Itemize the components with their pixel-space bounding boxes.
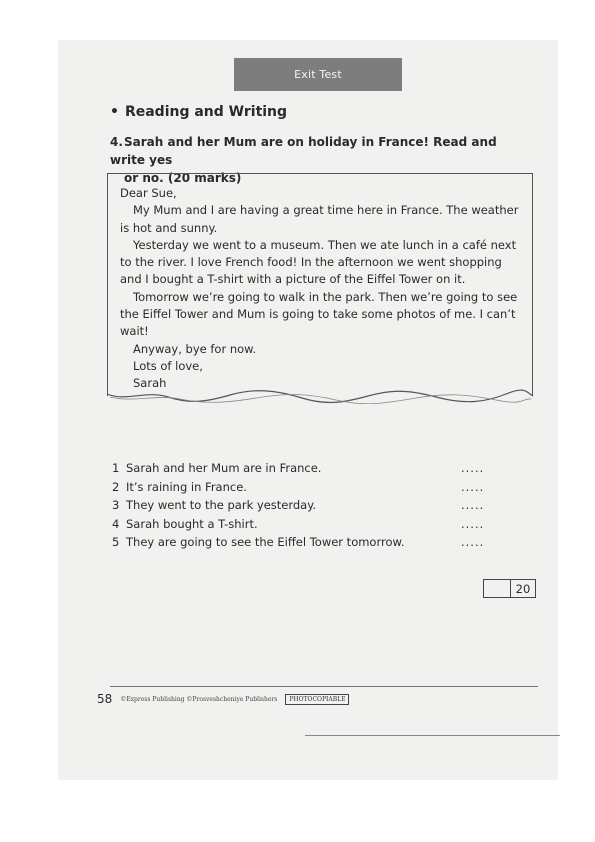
letter-line: Yesterday we went to a museum. Then we ate lunch in a café next bbox=[133, 237, 517, 252]
page-number: 58 bbox=[97, 692, 113, 706]
answer-blank[interactable]: ..... bbox=[461, 535, 485, 550]
score-total: 20 bbox=[511, 579, 536, 598]
letter-line: Anyway, bye for now. bbox=[133, 341, 257, 356]
question-text: Sarah bought a T-shirt. bbox=[126, 516, 258, 531]
page-edge-line bbox=[305, 735, 560, 736]
question-text: It’s raining in France. bbox=[126, 479, 247, 494]
question-number: 2 bbox=[112, 479, 120, 494]
question-number: 4 bbox=[112, 516, 120, 531]
answer-blank[interactable]: ..... bbox=[461, 498, 485, 513]
question-row bbox=[112, 478, 487, 497]
letter-line: is hot and sunny. bbox=[120, 220, 218, 235]
question-row bbox=[112, 533, 487, 552]
letter-line: to the river. I love French food! In the afternoon we went shopping bbox=[120, 255, 502, 270]
task-line-2: or no. (20 marks) bbox=[124, 171, 242, 185]
publisher-credit: ©Express Publishing ©Prosveshcheniye Publishers bbox=[120, 695, 278, 703]
task-number: 4. bbox=[110, 135, 123, 149]
question-row bbox=[112, 515, 487, 534]
question-number: 1 bbox=[112, 461, 120, 476]
letter-line: Lots of love, bbox=[133, 358, 203, 373]
photocopiable-badge: PHOTOCOPIABLE bbox=[285, 694, 349, 705]
letter-text bbox=[120, 185, 525, 393]
score-input-box[interactable] bbox=[483, 579, 511, 598]
letter-signature: Sarah bbox=[133, 376, 167, 391]
letter-greeting: Dear Sue, bbox=[120, 186, 177, 200]
letter-line: Tomorrow we’re going to walk in the park. Then we’re going to see bbox=[133, 289, 518, 304]
question-number: 3 bbox=[112, 498, 120, 513]
section-heading bbox=[110, 104, 287, 120]
answer-blank[interactable]: ..... bbox=[461, 461, 485, 476]
task-line-1: Sarah and her Mum are on holiday in France! Read and write yes bbox=[110, 135, 497, 167]
footer bbox=[97, 692, 349, 706]
question-text: Sarah and her Mum are in France. bbox=[126, 461, 322, 476]
question-text: They are going to see the Eiffel Tower tomorrow. bbox=[126, 535, 405, 550]
score-box bbox=[483, 579, 536, 598]
letter-line: My Mum and I are having a great time here in France. The weather bbox=[133, 203, 519, 218]
section-heading-text: Reading and Writing bbox=[124, 104, 288, 120]
answer-blank[interactable]: ..... bbox=[461, 516, 485, 531]
question-number: 5 bbox=[112, 535, 120, 550]
exit-test-banner bbox=[234, 58, 402, 91]
footer-divider bbox=[110, 686, 538, 687]
letter-line: the Eiffel Tower and Mum is going to take some photos of me. I can’t bbox=[120, 307, 516, 322]
question-list bbox=[112, 459, 487, 552]
exit-test-title: Exit Test bbox=[294, 68, 342, 81]
bullet-icon: • bbox=[110, 104, 119, 120]
answer-blank[interactable]: ..... bbox=[461, 479, 485, 494]
question-row bbox=[112, 459, 487, 478]
letter-line: and I bought a T-shirt with a picture of the Eiffel Tower on it. bbox=[120, 272, 466, 287]
letter-line: wait! bbox=[120, 324, 149, 339]
question-text: They went to the park yesterday. bbox=[126, 498, 317, 513]
question-row bbox=[112, 496, 487, 515]
